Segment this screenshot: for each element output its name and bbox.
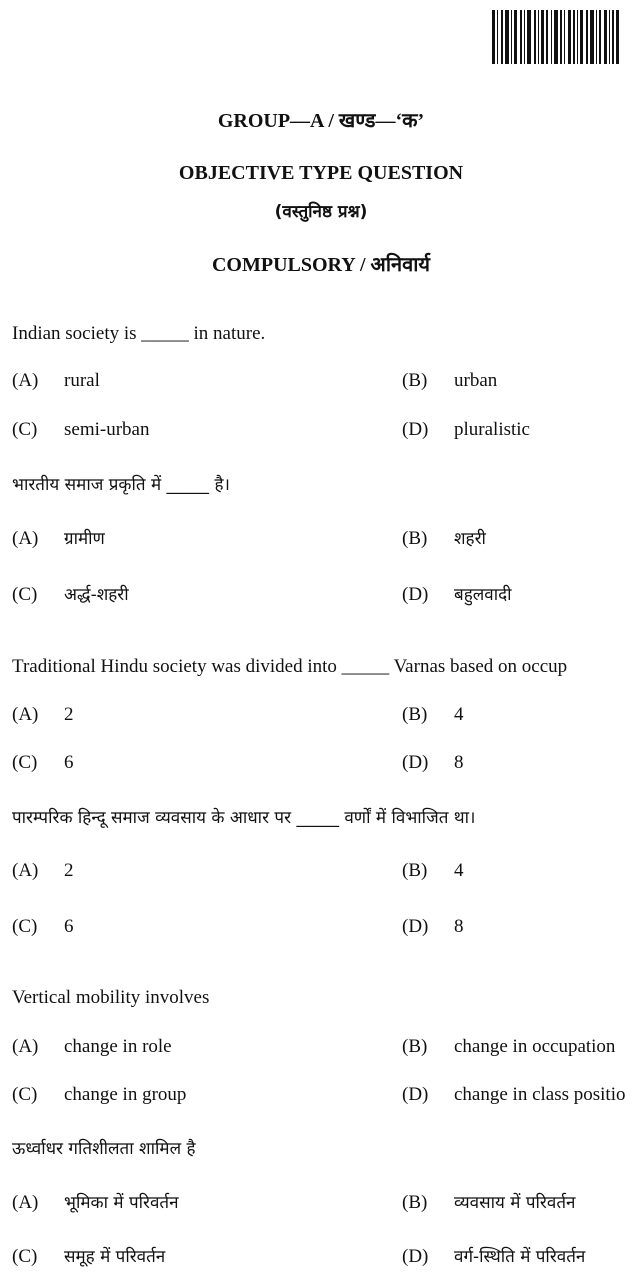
objective-heading: OBJECTIVE TYPE QUESTION [178,162,464,184]
question-2-hi: पारम्परिक हिन्दू समाज व्यवसाय के आधार पर _____ वर्णों में विभाजित था। [12,808,476,828]
option-c: (C) 6 [12,752,74,773]
compulsory-heading: COMPULSORY / अनिवार्य [211,254,430,276]
option-a: (A) rural [12,370,100,391]
question-1-en: Indian society is _____ in nature. [12,323,266,344]
option-d: (D) वर्ग-स्थिति में परिवर्तन [402,1246,586,1267]
option-b: (B) change in occupation [402,1036,616,1057]
option-c: (C) semi-urban [12,419,150,440]
option-b: (B) urban [402,370,498,391]
option-d: (D) change in class positio [402,1084,626,1105]
question-1-hi: भारतीय समाज प्रकृति में _____ है। [12,475,230,495]
option-d: (D) बहुलवादी [402,584,512,605]
question-2-en: Traditional Hindu society was divided into _____ Varnas based on occup [12,656,568,677]
question-3-en: Vertical mobility involves [12,987,210,1008]
option-a: (A) ग्रामीण [12,528,105,549]
option-d: (D) 8 [402,752,464,773]
option-b: (B) व्यवसाय में परिवर्तन [402,1192,576,1213]
option-b: (B) 4 [402,704,464,725]
option-a: (A) भूमिका में परिवर्तन [12,1192,179,1213]
option-c: (C) 6 [12,916,74,937]
option-a: (A) 2 [12,860,74,881]
objective-heading-hindi: (वस्तुनिष्ठ प्रश्न) [274,202,368,222]
option-b: (B) शहरी [402,528,486,549]
option-b: (B) 4 [402,860,464,881]
barcode [492,10,642,64]
option-d: (D) 8 [402,916,464,937]
option-a: (A) change in role [12,1036,172,1057]
option-d: (D) pluralistic [402,419,530,440]
option-c: (C) change in group [12,1084,187,1105]
option-c: (C) अर्द्ध-शहरी [12,584,129,605]
option-a: (A) 2 [12,704,74,725]
group-heading: GROUP—A / खण्ड—‘क’ [217,110,425,132]
question-3-hi: ऊर्ध्वाधर गतिशीलता शामिल है [12,1139,196,1159]
option-c: (C) समूह में परिवर्तन [12,1246,166,1267]
